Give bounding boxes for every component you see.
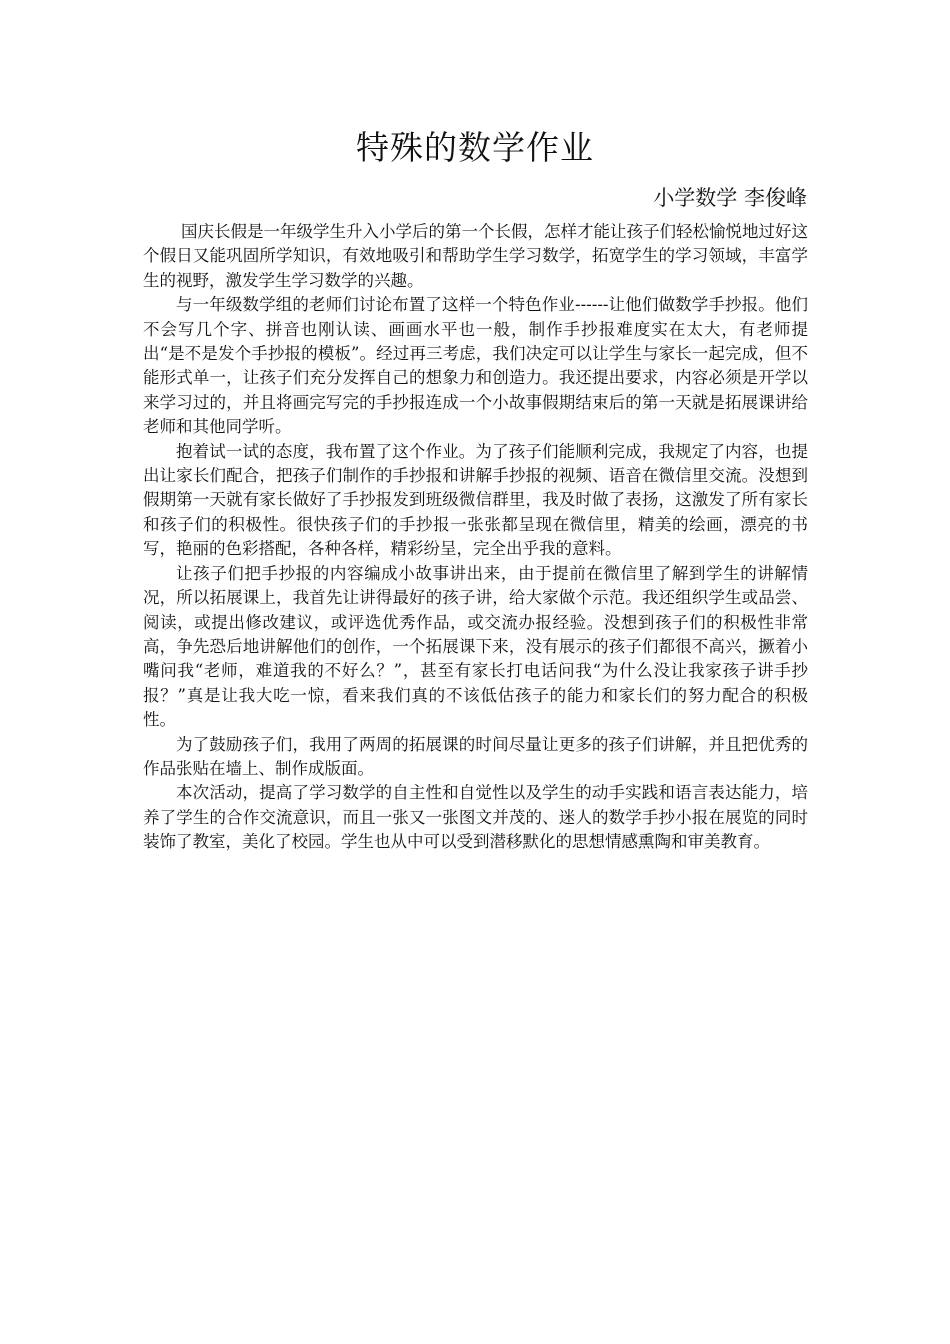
paragraph: 让孩子们把手抄报的内容编成小故事讲出来，由于提前在微信里了解到学生的讲解情况，所以拓展课上，我首先让讲得最好的孩子讲，给大家做个示范。我还组织学生或品尝、阅读，或提出修改建议，或评选优秀作品，或交流办报经验。没想到孩子们的积极性非常高，争先恐后地讲解他们的创作，一个拓展课下来，没有展示的孩子们都很不高兴，撅着小嘴问我“老师，难道我的不好么？”，甚至有家长打电话问我“为什么没让我家孩子讲手抄报？”真是让我大吃一惊，看来我们真的不该低估孩子的能力和家长们的努力配合的积极性。 — [143, 563, 808, 730]
paragraph: 本次活动，提高了学习数学的自主性和自觉性以及学生的动手实践和语言表达能力，培养了学生的合作交流意识，而且一张又一张图文并茂的、迷人的数学手抄小报在展览的同时装饰了教室，美化了校园。学生也从中可以受到潜移默化的思想情感熏陶和审美教育。 — [143, 783, 808, 852]
author-byline: 小学数学 李俊峰 — [653, 186, 807, 210]
paragraph: 国庆长假是一年级学生升入小学后的第一个长假，怎样才能让孩子们轻松愉悦地过好这个假日又能巩固所学知识，有效地吸引和帮助学生学习数学，拓宽学生的学习领域，丰富学生的视野，激发学生学习数学的兴趣。 — [143, 222, 808, 290]
paragraph: 为了鼓励孩子们，我用了两周的拓展课的时间尽量让更多的孩子们讲解，并且把优秀的作品张贴在墙上、制作成版面。 — [143, 734, 808, 778]
paragraph: 抱着试一试的态度，我布置了这个作业。为了孩子们能顺利完成，我规定了内容，也提出让家长们配合，把孩子们制作的手抄报和讲解手抄报的视频、语音在微信里交流。没想到假期第一天就有家长做好了手抄报发到班级微信群里，我及时做了表扬，这激发了所有家长和孩子们的积极性。很快孩子们的手抄报一张张都呈现在微信里，精美的绘画，漂亮的书写，艳丽的色彩搭配，各种各样，精彩纷呈，完全出乎我的意料。 — [143, 441, 808, 559]
document-body — [143, 220, 808, 855]
document-title: 特殊的数学作业 — [356, 128, 594, 167]
paragraph: 与一年级数学组的老师们讨论布置了这样一个特色作业------让他们做数学手抄报。他们不会写几个字、拼音也刚认读、画画水平也一般，制作手抄报难度实在太大，有老师提出“是不是发个手抄报的模板”。经过再三考虑，我们决定可以让学生与家长一起完成，但不能形式单一，让孩子们充分发挥自己的想象力和创造力。我还提出要求，内容必须是开学以来学习过的，并且将画完写完的手抄报连成一个小故事假期结束后的第一天就是拓展课讲给老师和其他同学听。 — [143, 295, 808, 437]
